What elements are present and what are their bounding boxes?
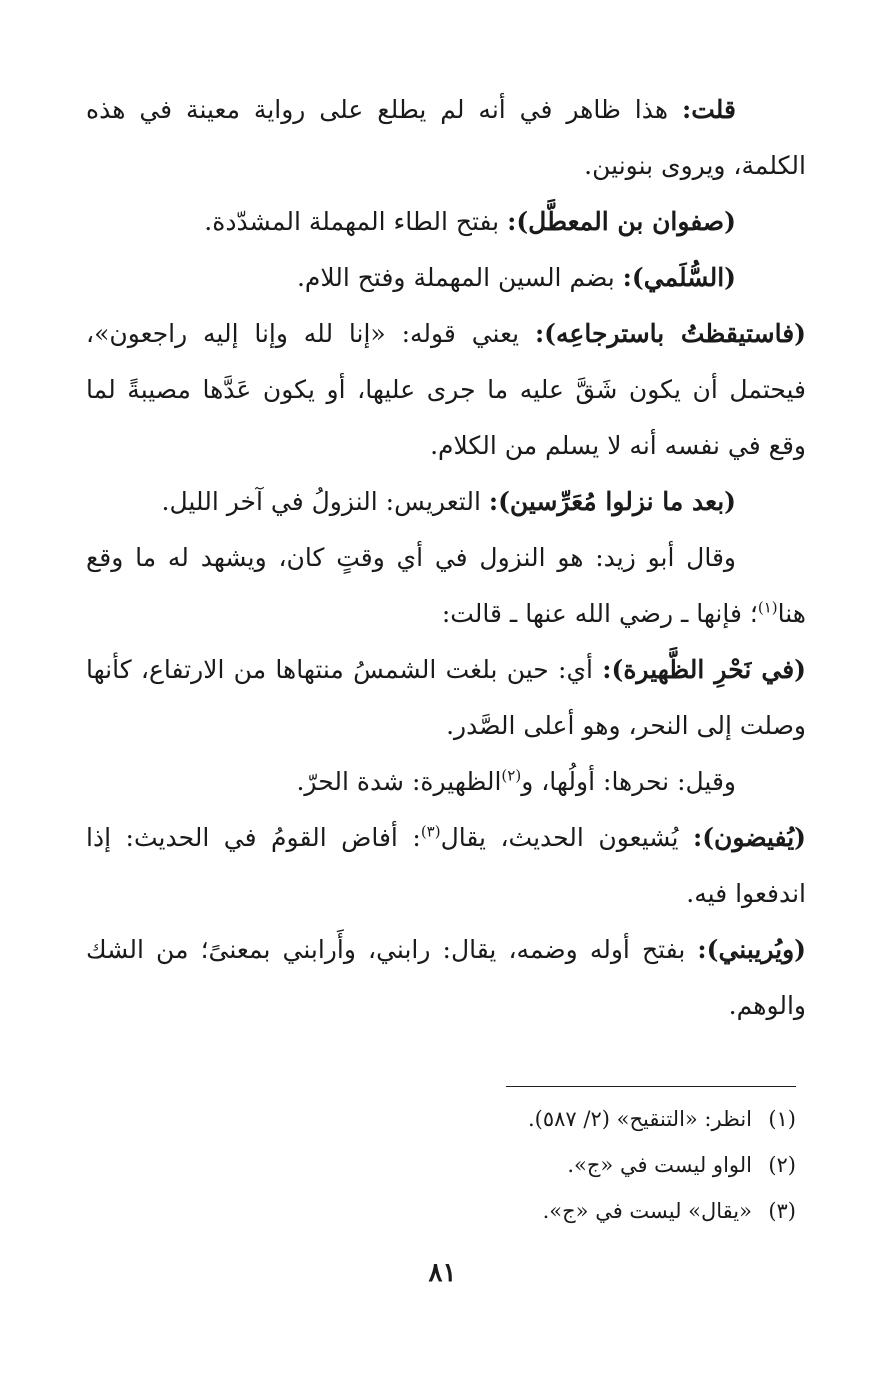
entry-text: هذا ظاهر في أنه لم يطلع على رواية معينة في هذه الكلمة، ويروى بنونين. (86, 95, 806, 180)
footnote-ref: (١) (757, 598, 778, 617)
footnote-text: انظر: «التنقيح» (٢/ ٥٨٧). (528, 1107, 752, 1131)
entry-heading: (السُّلَمي): (622, 263, 736, 292)
entry-text: التعريس: النزولُ في آخر الليل. (161, 487, 489, 516)
page-number: ٨١ (428, 1258, 457, 1288)
entry-text: بفتح أوله وضمه، يقال: رابني، وأَرابني بمعنىً؛ من الشك والوهم. (86, 935, 806, 1020)
entry-heading: (فاستيقظتُ باسترجاعِه): (534, 319, 806, 348)
main-text (86, 82, 806, 1034)
footnote-text: «يقال» ليست في «ج». (542, 1199, 752, 1223)
footnote-text: الواو ليست في «ج». (567, 1153, 752, 1177)
footnotes (300, 1096, 796, 1234)
footnote-ref: (٣) (420, 822, 441, 841)
footnote (300, 1142, 796, 1188)
entry-heading: (في نَحْرِ الظَّهيرة): (602, 655, 806, 684)
entry-heading: (يُفيضون): (693, 823, 806, 852)
entry-heading: (صفوان بن المعطَّل): (507, 207, 736, 236)
paragraph (86, 250, 806, 306)
footnote-divider (506, 1086, 796, 1087)
paragraph (86, 922, 806, 1034)
paragraph (86, 306, 806, 474)
entry-heading: قلت: (681, 95, 736, 124)
footnote (300, 1188, 796, 1234)
entry-text: أي: حين بلغت الشمسُ منتهاها من الارتفاع، كأنها وصلت إلى النحر، وهو أعلى الصَّدر. (86, 655, 806, 740)
paragraph (86, 474, 806, 530)
footnote (300, 1096, 796, 1142)
entry-text: : أفاض القومُ في الحديث: إذا اندفعوا فيه. (86, 823, 806, 908)
footnote-number: (١) (768, 1107, 796, 1131)
entry-text: وقيل: نحرها: أولُها، و (521, 767, 736, 796)
entry-text: يعني قوله: «إنا لله وإنا إليه راجعون»، فيحتمل أن يكون شَقَّ عليه ما جرى عليها، أو يكون عَدَّها مصيبةً لما وقع في نفسه أنه لا يسلم من الكلام. (86, 319, 806, 460)
footnote-ref: (٢) (501, 766, 522, 785)
paragraph (86, 194, 806, 250)
entry-text: يُشيعون الحديث، يقال (440, 823, 693, 852)
footnote-number: (٣) (768, 1199, 796, 1223)
paragraph (86, 82, 806, 194)
entry-text: ؛ فإنها ـ رضي الله عنها ـ قالت: (441, 599, 758, 628)
footnote-number: (٢) (768, 1153, 796, 1177)
paragraph (86, 642, 806, 754)
paragraph (86, 530, 806, 642)
paragraph (86, 810, 806, 922)
entry-heading: (ويُريبني): (697, 935, 806, 964)
entry-text: الظهيرة: شدة الحرّ. (296, 767, 502, 796)
entry-heading: (بعد ما نزلوا مُعَرِّسين): (488, 487, 736, 516)
entry-text: وقال أبو زيد: هو النزول في أي وقتٍ كان، ويشهد له ما وقع هنا (86, 543, 806, 628)
entry-text: بفتح الطاء المهملة المشدّدة. (204, 207, 508, 236)
entry-text: بضم السين المهملة وفتح اللام. (296, 263, 623, 292)
paragraph (86, 754, 806, 810)
